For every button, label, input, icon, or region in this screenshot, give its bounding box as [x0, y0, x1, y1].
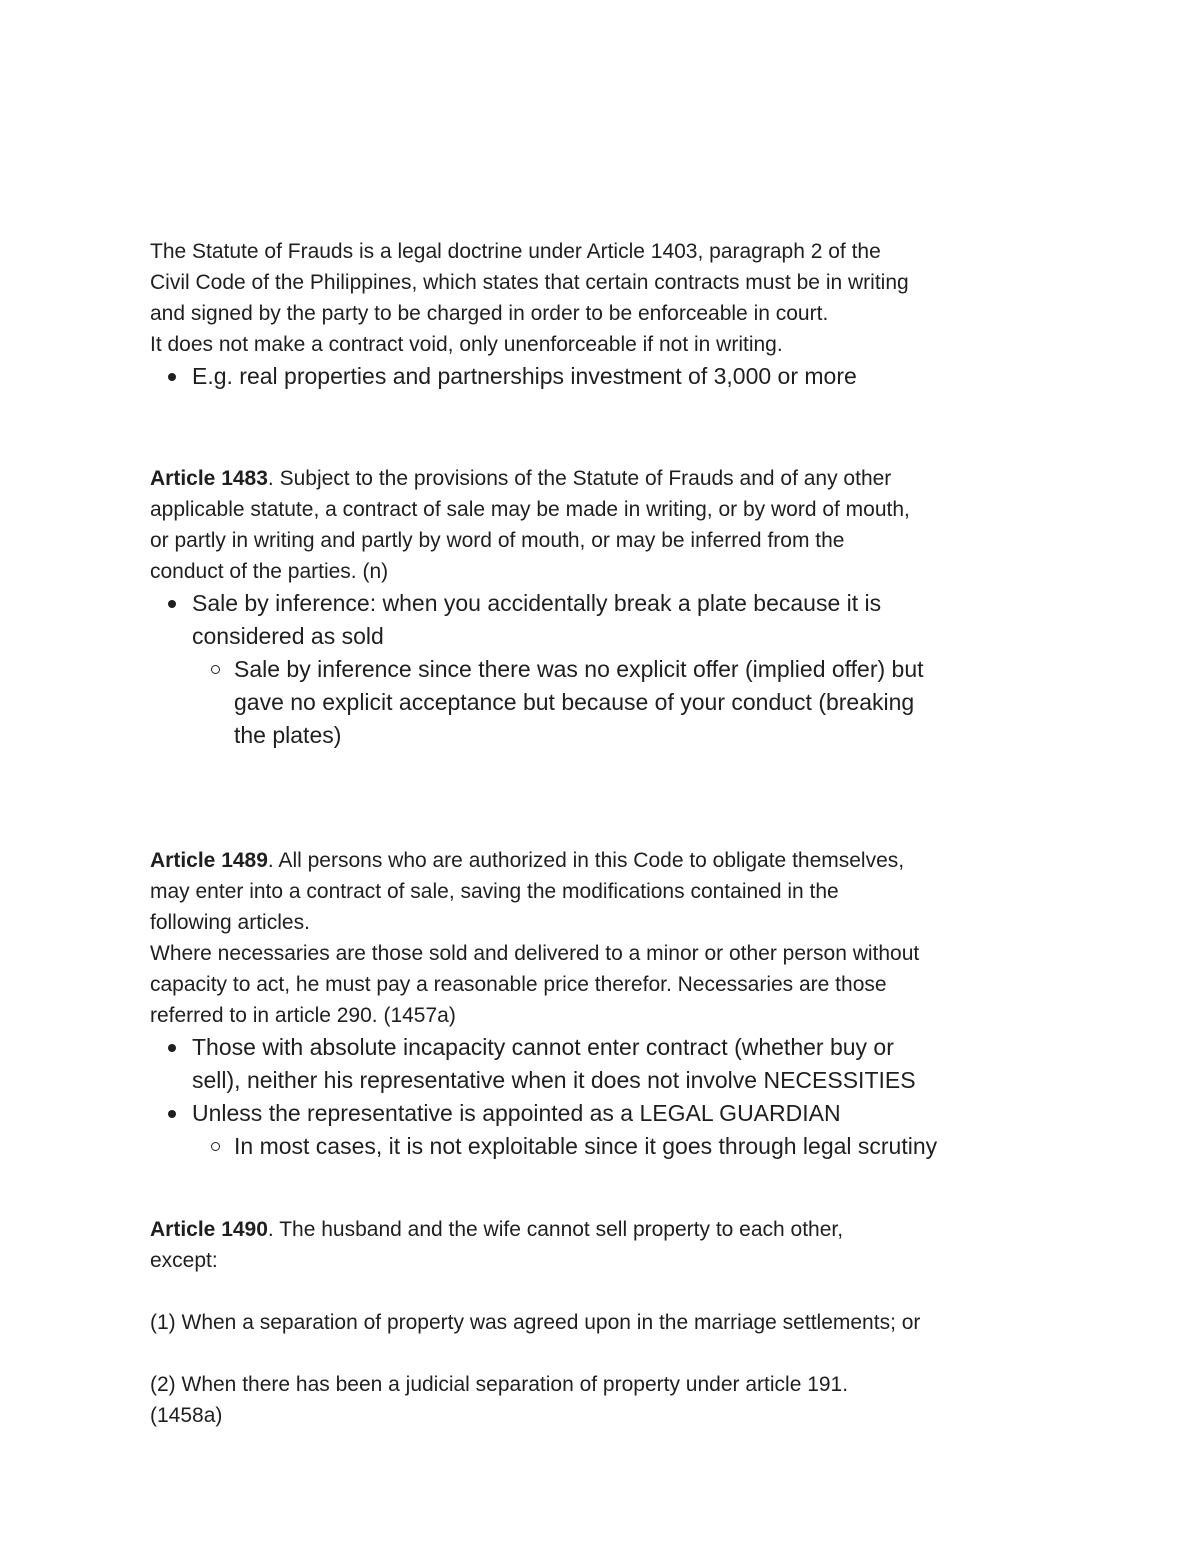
article-heading: Article 1483 [150, 467, 268, 490]
sub-bullet-item [150, 653, 1060, 752]
intro-line: It does not make a contract void, only unenforceable if not in writing. [150, 333, 783, 356]
article-1490-paragraph [150, 1214, 1060, 1276]
article-1483-bullets [150, 587, 1060, 653]
bullet-text: sell), neither his representative when it does not involve NECESSITIES [192, 1067, 916, 1093]
intro-line: Civil Code of the Philippines, which states that certain contracts must be in writing [150, 271, 909, 294]
intro-bullet-list [150, 360, 1060, 393]
intro-line: The Statute of Frauds is a legal doctrine under Article 1403, paragraph 2 of the [150, 240, 881, 263]
bullet-text: gave no explicit acceptance but because of your conduct (breaking [234, 689, 915, 715]
article-1489-paragraph [150, 845, 1060, 1031]
bullet-text: the plates) [234, 722, 342, 748]
article-text: (2) When there has been a judicial separation of property under article 191. [150, 1373, 849, 1396]
article-1489-bullets [150, 1031, 1060, 1130]
article-text: conduct of the parties. (n) [150, 560, 389, 583]
article-text: (1458a) [150, 1404, 223, 1427]
bullet-text: considered as sold [192, 623, 384, 649]
article-heading: Article 1490 [150, 1218, 268, 1241]
sub-bullet-item: In most cases, it is not exploitable since it goes through legal scrutiny [150, 1130, 1060, 1163]
article-1483-paragraph [150, 463, 1060, 587]
article-text: . All persons who are authorized in this Code to obligate themselves, [267, 849, 905, 872]
article-text: Where necessaries are those sold and delivered to a minor or other person without [150, 942, 920, 965]
bullet-item [150, 587, 1060, 653]
document-page [150, 236, 1060, 1431]
bullet-item: E.g. real properties and partnerships investment of 3,000 or more [150, 360, 1060, 393]
article-text: capacity to act, he must pay a reasonable price therefor. Necessaries are those [150, 973, 887, 996]
article-text: except: [150, 1249, 218, 1272]
bullet-text: Those with absolute incapacity cannot enter contract (whether buy or [192, 1034, 894, 1060]
bullet-item [150, 1031, 1060, 1097]
article-text: applicable statute, a contract of sale may be made in writing, or by word of mouth, [150, 498, 910, 521]
article-1490-section [150, 1214, 1060, 1431]
article-text: may enter into a contract of sale, saving the modifications contained in the [150, 880, 839, 903]
intro-section [150, 236, 1060, 393]
article-1490-item-2 [150, 1369, 1060, 1431]
article-1489-section [150, 845, 1060, 1163]
bullet-item: Unless the representative is appointed as a LEGAL GUARDIAN [150, 1097, 1060, 1130]
article-heading: Article 1489 [150, 849, 268, 872]
article-text: . Subject to the provisions of the Statute of Frauds and of any other [267, 467, 892, 490]
bullet-text: Sale by inference: when you accidentally break a plate because it is [192, 590, 882, 616]
bullet-text: Sale by inference since there was no explicit offer (implied offer) but [234, 656, 924, 682]
article-1483-section [150, 463, 1060, 752]
article-1489-subbullets [150, 1130, 1060, 1163]
article-text: following articles. [150, 911, 310, 934]
article-1483-subbullets [150, 653, 1060, 752]
intro-paragraph [150, 236, 1060, 360]
article-1490-item-1: (1) When a separation of property was agreed upon in the marriage settlements; or [150, 1311, 921, 1334]
article-text: or partly in writing and partly by word of mouth, or may be inferred from the [150, 529, 845, 552]
intro-line: and signed by the party to be charged in order to be enforceable in court. [150, 302, 829, 325]
article-text: referred to in article 290. (1457a) [150, 1004, 456, 1027]
article-text: . The husband and the wife cannot sell property to each other, [267, 1218, 844, 1241]
